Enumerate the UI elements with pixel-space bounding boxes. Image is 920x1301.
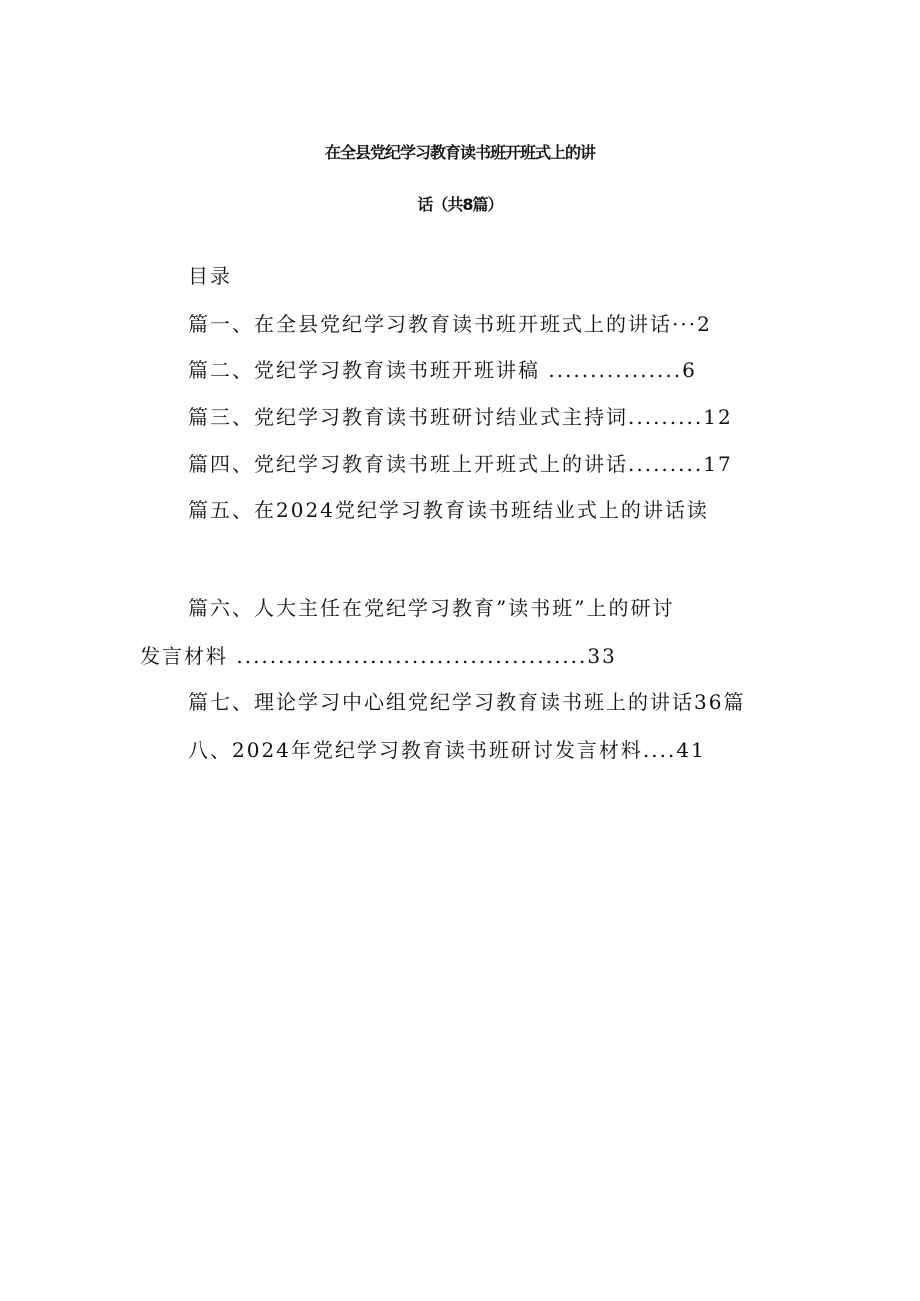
toc-entry-6-line-2[interactable]: 发言材料 ..........................................33 [140, 644, 617, 668]
toc-entry-4[interactable]: 篇四、党纪学习教育读书班上开班式上的讲话.........17 [188, 452, 733, 476]
toc-heading: 目录 [188, 264, 232, 288]
toc-entry-7[interactable]: 篇七、理论学习中心组党纪学习教育读书班上的讲话36篇 [188, 690, 746, 714]
document-title-line-1: 在全县党纪学习教育读书班开班式上的讲 [324, 143, 595, 162]
toc-entry-2[interactable]: 篇二、党纪学习教育读书班开班讲稿 ................6 [188, 358, 697, 382]
toc-entry-3[interactable]: 篇三、党纪学习教育读书班研讨结业式主持词.........12 [188, 405, 733, 429]
document-title-line-2: 话（共8篇） [417, 195, 503, 214]
toc-entry-6-line-1[interactable]: 篇六、人大主任在党纪学习教育”读书班”上的研讨 [188, 596, 675, 620]
toc-entry-5[interactable]: 篇五、在2024党纪学习教育读书班结业式上的讲话读 [188, 498, 709, 522]
toc-entry-1[interactable]: 篇一、在全县党纪学习教育读书班开班式上的讲话···2 [188, 312, 712, 336]
toc-entry-8[interactable]: 八、2024年党纪学习教育读书班研讨发言材料....41 [188, 738, 706, 762]
